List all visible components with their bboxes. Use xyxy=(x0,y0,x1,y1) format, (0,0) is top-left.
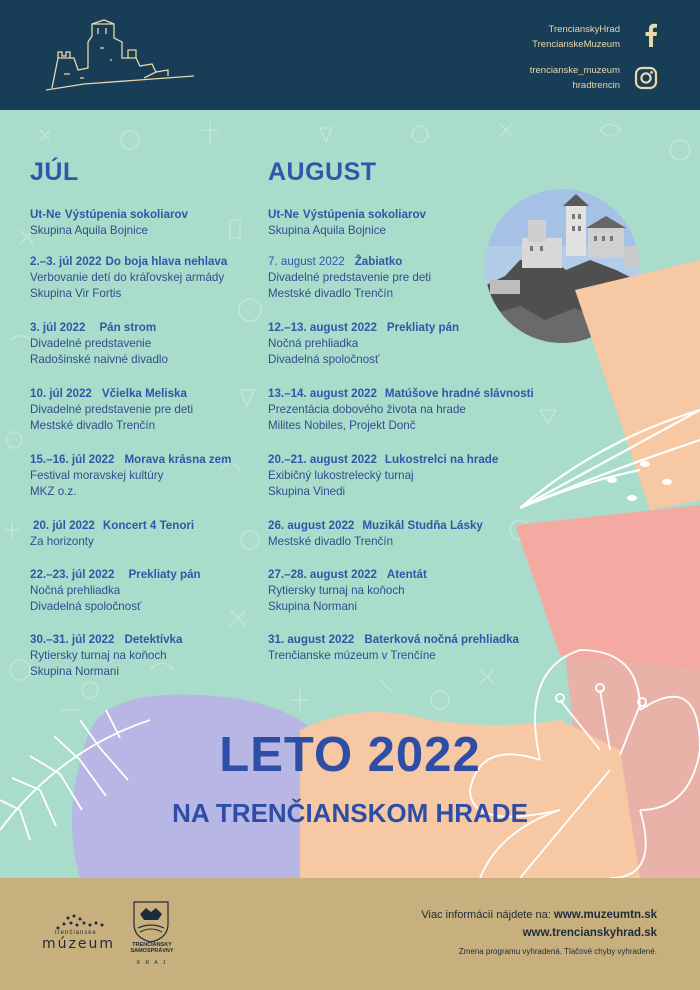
event-date: 26. august 2022 xyxy=(268,519,355,532)
event-date: 20.–21. august 2022 xyxy=(268,453,377,466)
event-date: 13.–14. august 2022 xyxy=(268,387,377,400)
castle-website-link[interactable]: www.trencianskyhrad.sk xyxy=(522,927,657,939)
august-event-8 xyxy=(268,632,568,664)
event-detail: MKZ o.z. xyxy=(30,485,77,498)
event-date: 2.–3. júl 2022 xyxy=(30,255,102,268)
header-bar xyxy=(0,0,700,110)
august-event-6 xyxy=(268,518,568,550)
event-name: Muzikál Studňa Lásky xyxy=(362,519,483,532)
event-name: Prekliaty pán xyxy=(128,568,201,581)
august-event-2 xyxy=(268,254,568,302)
poster-area xyxy=(0,110,700,878)
event-detail: Skupina Aquila Bojnice xyxy=(268,224,386,237)
event-detail: Rytiersky turnaj na koňoch xyxy=(268,584,405,597)
event-date: 31. august 2022 xyxy=(268,633,355,646)
region-logo-text xyxy=(130,942,174,954)
event-detail: Prezentácia dobového života na hrade xyxy=(268,403,466,416)
more-info-label: Viac informácií nájdete na: xyxy=(421,909,551,921)
event-date: 20. júl 2022 xyxy=(33,519,95,532)
event-detail: Mestské divadlo Trenčín xyxy=(30,419,156,432)
event-detail: Nočná prehliadka xyxy=(30,584,121,597)
event-name: Detektívka xyxy=(124,633,183,646)
instagram-account-museum[interactable]: trencianske_muzeum xyxy=(529,65,620,76)
event-name: Do boja hlava nehlava xyxy=(105,255,228,268)
event-detail: Skupina Normani xyxy=(268,600,357,613)
footer-bar xyxy=(0,878,700,990)
august-event-1 xyxy=(268,207,568,239)
region-logo-line-2: SAMOSPRÁVNY xyxy=(130,948,174,954)
instagram-accounts xyxy=(530,63,620,93)
event-detail: Skupina Aquila Bojnice xyxy=(30,224,148,237)
july-title: JÚL xyxy=(30,158,79,186)
august-title: AUGUST xyxy=(268,158,377,186)
event-date: 3. júl 2022 xyxy=(30,321,86,334)
event-date: Ut-Ne xyxy=(268,208,299,221)
august-event-5 xyxy=(268,452,568,500)
event-date: 22.–23. júl 2022 xyxy=(30,568,115,581)
region-logo-subtext: K R A J xyxy=(136,960,168,966)
event-date: 15.–16. júl 2022 xyxy=(30,453,115,466)
event-detail: Rytiersky turnaj na koňoch xyxy=(30,649,167,662)
event-detail: Divadelná spoločnosť xyxy=(30,600,142,613)
event-detail: Mestské divadlo Trenčín xyxy=(268,287,394,300)
event-detail: Divadelné predstavenie pre deti xyxy=(30,403,194,416)
event-detail: Za horizonty xyxy=(30,535,94,548)
castle-logo-icon xyxy=(44,18,200,96)
event-date: 7. august 2022 xyxy=(268,255,345,268)
event-name: Včielka Meliska xyxy=(101,387,187,400)
event-name: Výstúpenia sokoliarov xyxy=(302,208,426,221)
event-name: Atentát xyxy=(386,568,427,581)
event-name: Žabiatko xyxy=(354,255,403,268)
event-date: Ut-Ne xyxy=(30,208,61,221)
event-date: 30.–31. júl 2022 xyxy=(30,633,115,646)
event-date: 27.–28. august 2022 xyxy=(268,568,377,581)
august-event-7 xyxy=(268,567,568,615)
event-detail: Skupina Vir Fortis xyxy=(30,287,122,300)
august-event-3 xyxy=(268,320,568,368)
event-detail: Verbovanie detí do kráľovskej armády xyxy=(30,271,225,284)
event-detail: Radošinské naivné divadlo xyxy=(30,353,168,366)
event-detail: Milites Nobiles, Projekt Donč xyxy=(268,419,416,432)
event-detail: Skupina Normani xyxy=(30,665,119,678)
event-detail: Nočná prehliadka xyxy=(268,337,359,350)
museum-logo-text: múzeum xyxy=(42,936,115,952)
event-detail: Mestské divadlo Trenčín xyxy=(268,535,394,548)
facebook-account-castle[interactable]: TrencianskyHrad xyxy=(548,24,620,35)
event-date: 12.–13. august 2022 xyxy=(268,321,377,334)
event-detail: Exibičný lukostrelecký turnaj xyxy=(268,469,414,482)
event-name: Lukostrelci na hrade xyxy=(384,453,499,466)
instagram-icon[interactable] xyxy=(634,66,658,90)
poster-subtitle: NA TRENČIANSKOM HRADE xyxy=(172,798,528,828)
event-detail: Trenčianske múzeum v Trenčíne xyxy=(268,649,436,662)
event-detail: Divadelná spoločnosť xyxy=(268,353,380,366)
instagram-account-castle[interactable]: hradtrencin xyxy=(572,80,620,91)
event-name: Pán strom xyxy=(99,321,157,334)
event-detail: Divadelné predstavenie pre deti xyxy=(268,271,432,284)
facebook-accounts xyxy=(532,22,620,52)
facebook-icon[interactable] xyxy=(644,23,658,47)
region-logo-line-1: TRENČIANSKY xyxy=(132,942,172,948)
more-info xyxy=(421,906,657,942)
museum-website-link[interactable]: www.muzeumtn.sk xyxy=(553,909,657,921)
event-name: Výstúpenia sokoliarov xyxy=(64,208,188,221)
event-name: Prekliaty pán xyxy=(386,321,460,334)
event-detail: Divadelné predstavenie xyxy=(30,337,152,350)
event-name: Koncert 4 Tenori xyxy=(102,519,195,532)
event-detail: Festival moravskej kultúry xyxy=(30,469,164,482)
august-event-4 xyxy=(268,386,568,434)
event-name: Matúšove hradné slávnosti xyxy=(384,387,534,400)
event-detail: Skupina Vinedi xyxy=(268,485,346,498)
poster-title: LETO 2022 xyxy=(219,728,481,782)
event-name: Morava krásna zem xyxy=(124,453,232,466)
event-date: 10. júl 2022 xyxy=(30,387,92,400)
museum-logo-small-text: trenčianske xyxy=(55,930,97,936)
facebook-account-museum[interactable]: TrencianskeMuzeum xyxy=(532,39,620,50)
disclaimer-text: Zmena programu vyhradená. Tlačové chyby vyhradené. xyxy=(458,947,657,956)
event-name: Baterková nočná prehliadka xyxy=(364,633,520,646)
